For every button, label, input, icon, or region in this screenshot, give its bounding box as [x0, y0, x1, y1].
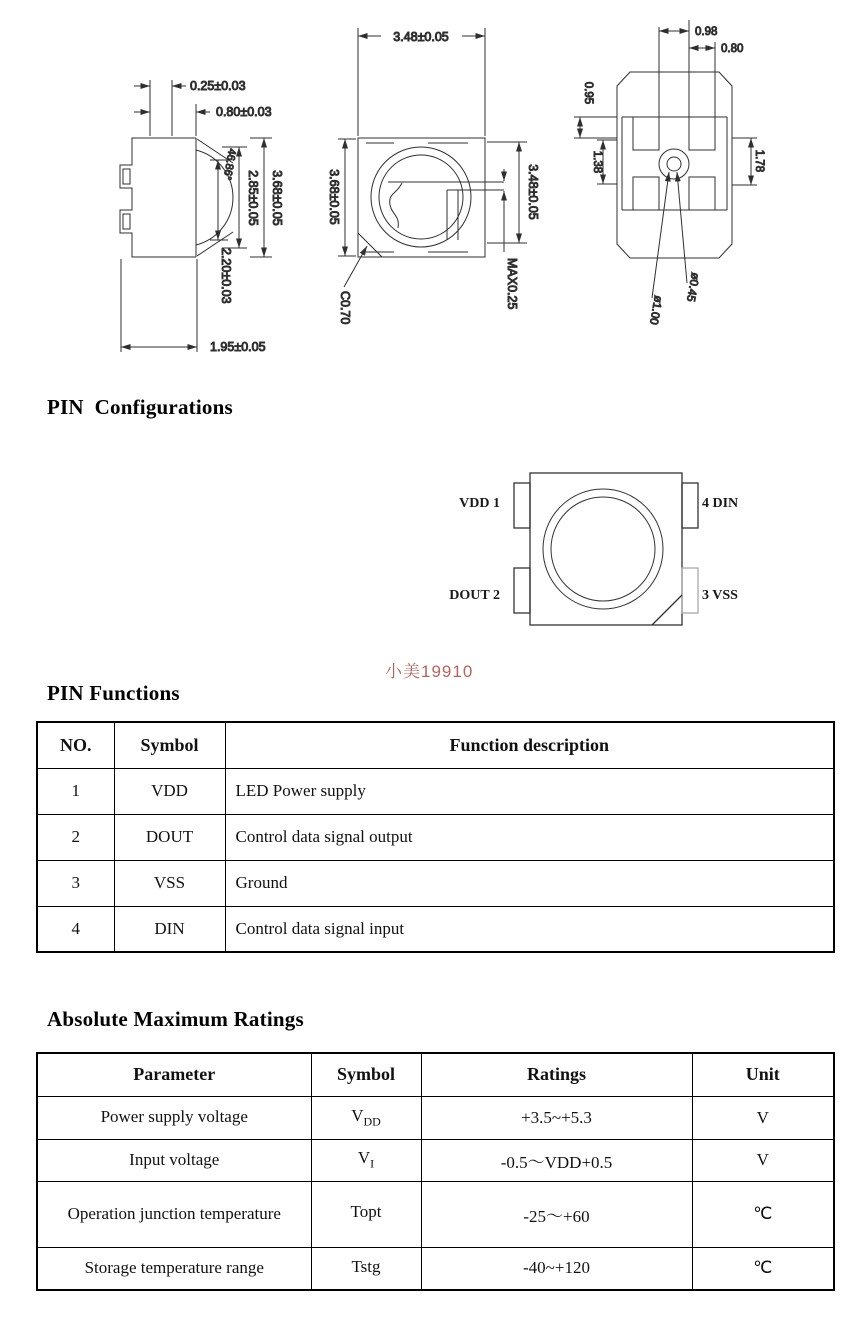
- col-no: NO.: [37, 722, 114, 768]
- dim-2.20: 2.20±0.03: [219, 248, 233, 304]
- pin-symbol: VDD: [114, 768, 225, 814]
- pin-symbol: DIN: [114, 906, 225, 952]
- dim-1.78: 1.78: [753, 149, 765, 173]
- pin-table-header-row: [37, 722, 834, 768]
- pin-no: 4: [37, 906, 114, 952]
- table-row: [37, 1096, 834, 1139]
- dim-0.98: 0.98: [695, 26, 718, 38]
- pin-symbol: DOUT: [114, 814, 225, 860]
- pin-description: LED Power supply: [225, 768, 834, 814]
- pin-no: 2: [37, 814, 114, 860]
- table-row: [37, 1139, 834, 1181]
- col-unit: Unit: [692, 1053, 834, 1096]
- watermark: 小美19910: [385, 662, 474, 681]
- rating-unit: V: [692, 1096, 834, 1139]
- rating-symbol: Topt: [311, 1181, 421, 1247]
- rating-parameter: Operation junction temperature: [37, 1181, 311, 1247]
- col-ratings: Ratings: [421, 1053, 692, 1096]
- rating-value: -0.5～VDD+0.5: [421, 1139, 692, 1181]
- col-symbol: Symbol: [114, 722, 225, 768]
- dim-max025: MAX0.25: [505, 258, 519, 310]
- pin-description: Control data signal input: [225, 906, 834, 952]
- pin1-label: VDD 1: [459, 496, 500, 511]
- mechanical-drawings: [0, 0, 867, 375]
- pin-no: 1: [37, 768, 114, 814]
- rating-parameter: Storage temperature range: [37, 1247, 311, 1290]
- table-row: [37, 1181, 834, 1247]
- rating-parameter: Input voltage: [37, 1139, 311, 1181]
- pin-configurations-heading: PIN Configurations: [47, 395, 233, 419]
- pin-description: Ground: [225, 860, 834, 906]
- dim-0.95: 0.95: [582, 81, 594, 105]
- table-row: [37, 906, 834, 952]
- amr-header-row: [37, 1053, 834, 1096]
- pin4-label: 4 DIN: [702, 496, 739, 511]
- rating-symbol: $V_I$: [311, 1139, 421, 1181]
- rating-symbol: Tstg: [311, 1247, 421, 1290]
- dim-3.68-side: 3.68±0.05: [270, 170, 284, 226]
- table-row: [37, 860, 834, 906]
- pin3-label: 3 VSS: [702, 588, 738, 603]
- dim-0.80-side: 0.80±0.03: [216, 105, 272, 119]
- dim-2.85: 2.85±0.05: [246, 170, 260, 226]
- rating-unit: ℃: [692, 1181, 834, 1247]
- col-function: Function description: [225, 722, 834, 768]
- rating-value: -40~+120: [421, 1247, 692, 1290]
- rating-symbol: $V_{DD}$: [311, 1096, 421, 1139]
- absolute-maximum-ratings-table: [36, 1052, 835, 1291]
- dim-dia-0.45: ø0.45: [683, 271, 701, 303]
- dim-0.25: 0.25±0.03: [190, 79, 246, 93]
- pin-configuration-diagram: [440, 458, 770, 643]
- dim-3.48-right: 3.48±0.05: [526, 164, 540, 220]
- bottom-view-drawing: [574, 20, 765, 326]
- rating-value: -25～+60: [421, 1181, 692, 1247]
- side-view-drawing: [120, 79, 284, 354]
- rating-unit: ℃: [692, 1247, 834, 1290]
- dim-1.38: 1.38: [591, 150, 603, 174]
- table-row: [37, 768, 834, 814]
- pin-functions-table: [36, 721, 835, 953]
- pin-description: Control data signal output: [225, 814, 834, 860]
- col-parameter: Parameter: [37, 1053, 311, 1096]
- rating-value: +3.5~+5.3: [421, 1096, 692, 1139]
- dim-3.48-top: 3.48±0.05: [393, 30, 449, 44]
- dim-c070: C0.70: [338, 291, 352, 325]
- dim-3.68-top-view: 3.68±0.05: [327, 169, 341, 225]
- rating-unit: V: [692, 1139, 834, 1181]
- absolute-maximum-ratings-heading: Absolute Maximum Ratings: [47, 1007, 304, 1031]
- pin-functions-heading: PIN Functions: [47, 681, 180, 705]
- pin2-label: DOUT 2: [449, 588, 500, 603]
- top-view-drawing: [327, 28, 540, 324]
- pin-symbol: VSS: [114, 860, 225, 906]
- table-row: [37, 814, 834, 860]
- dim-angle: 46.86°: [220, 147, 238, 182]
- dim-0.80-bottom: 0.80: [721, 43, 744, 55]
- dim-dia-1.00: ø1.00: [646, 294, 664, 326]
- dim-1.95: 1.95±0.05: [210, 340, 266, 354]
- rating-parameter: Power supply voltage: [37, 1096, 311, 1139]
- table-row: [37, 1247, 834, 1290]
- col-symbol: Symbol: [311, 1053, 421, 1096]
- pin-no: 3: [37, 860, 114, 906]
